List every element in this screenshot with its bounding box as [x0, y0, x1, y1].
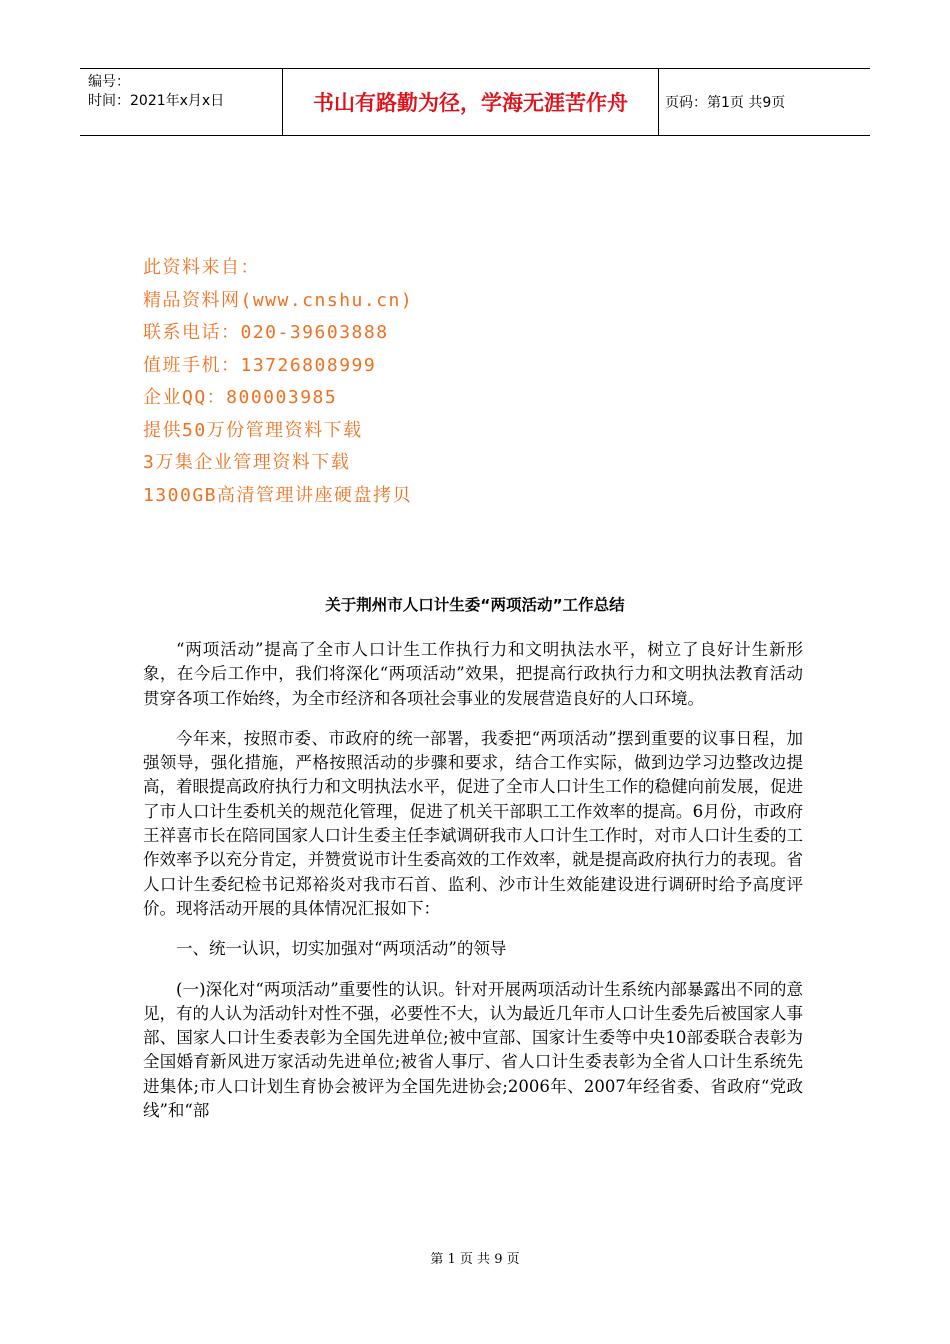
source-info-line: 1300GB高清管理讲座硬盘拷贝	[143, 484, 413, 506]
header-motto: 书山有路勤为径，学海无涯苦作舟	[283, 69, 659, 135]
header-info-cell	[80, 69, 283, 135]
document-body	[143, 638, 803, 1139]
document-time-label: 时间：2021年x月x日	[88, 93, 225, 109]
source-info-line: 值班手机：13726808999	[143, 354, 377, 376]
source-info-line: 3万集企业管理资料下载	[143, 452, 351, 473]
body-paragraph: “两项活动”提高了全市人口计生工作执行力和文明执法水平，树立了良好计生新形象，在今后工作中，我们将深化“两项活动”效果，把提高行政执行力和文明执法教育活动贯穿各项工作始终，为全市经济和各项社会事业的发展营造良好的人口环境。	[143, 640, 803, 708]
document-title: 关于荆州市人口计生委“两项活动”工作总结	[325, 596, 625, 614]
document-number-label: 编号：	[88, 74, 130, 90]
header-page-code: 页码：第1页 共9页	[665, 95, 786, 111]
source-info-line: 精品资料网(www.cnshu.cn)	[143, 289, 414, 311]
source-info-block	[143, 252, 413, 512]
source-info-line: 联系电话：020-39603888	[143, 322, 389, 343]
body-paragraph: 今年来，按照市委、市政府的统一部署，我委把“两项活动”摆到重要的议事日程，加强领导，强化措施，严格按照活动的步骤和要求，结合工作实际，做到边学习边整改边提高，着眼提高政府执行力和文明执法水平，促进了全市人口计生工作的稳健向前发展，促进了市人口计生委机关的规范化管理，促进了机关干部职工工作效率的提高。6月份，市政府王祥喜市长在陪同国家人口计生委主任李斌调研我市人口计生工作时，对市人口计生委的工作效率予以充分肯定，并赞赏说市计生委高效的工作效率，就是提高政府执行力的表现。省人口计生委纪检书记郑裕炎对我市石首、监利、沙市计生效能建设进行调研时给予高度评价。现将活动开展的具体情况汇报如下：	[143, 728, 803, 918]
page-footer: 第 1 页 共 9 页	[430, 1252, 520, 1267]
source-info-line: 企业QQ：800003985	[143, 387, 338, 408]
source-info-line: 提供50万份管理资料下载	[143, 419, 363, 441]
source-info-line: 此资料来自：	[143, 257, 260, 278]
body-paragraph: (一)深化对“两项活动”重要性的认识。针对开展两项活动计生系统内部暴露出不同的意见，有的人认为活动针对性不强，必要性不大，认为最近几年市人口计生委先后被国家人事部、国家人口计生委表彰为全国先进单位;被中宣部、国家计生委等中央10部委联合表彰为全国婚育新风进万家活动先进单位;被省人事厅、省人口计生委表彰为全省人口计生系统先进集体;市人口计划生育协会被评为全国先进协会;2006年、2007年经省委、省政府“党政线”和“部	[143, 979, 803, 1121]
header-table	[80, 68, 870, 136]
section-heading: 一、统一认识，切实加强对“两项活动”的领导	[176, 939, 507, 959]
